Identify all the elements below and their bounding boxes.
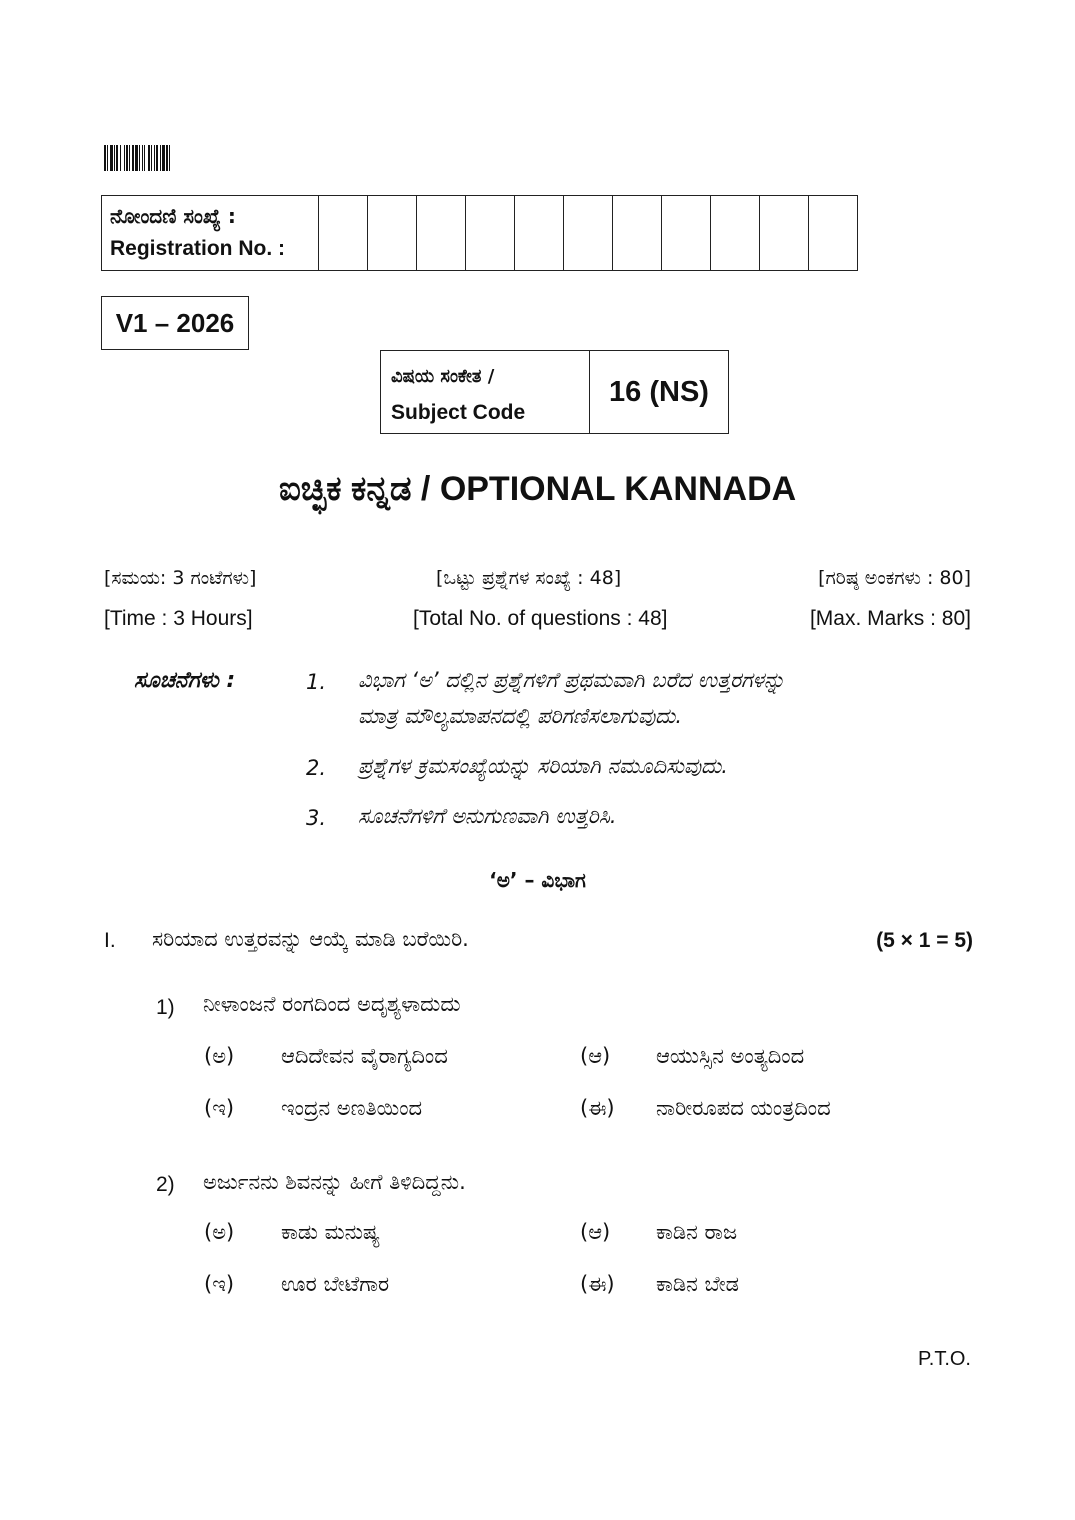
instruction-text: ಸೂಚನೆಗಳಿಗೆ ಅನುಗುಣವಾಗಿ ಉತ್ತರಿಸಿ. bbox=[358, 804, 617, 828]
registration-digit-box[interactable] bbox=[662, 196, 711, 271]
part-instruction: ಸರಿಯಾದ ಉತ್ತರವನ್ನು ಆಯ್ಕೆ ಮಾಡಿ ಬರೆಯಿರಿ. bbox=[152, 927, 469, 951]
registration-digit-box[interactable] bbox=[613, 196, 662, 271]
subject-code-label-cell bbox=[381, 351, 590, 434]
option-text: ಕಾಡು ಮನುಷ್ಯ bbox=[281, 1220, 381, 1244]
option-key: (ಅ) bbox=[204, 1220, 235, 1244]
subject-code-table bbox=[380, 350, 729, 434]
part-number: I. bbox=[104, 929, 116, 952]
option-key: (ಆ) bbox=[580, 1220, 611, 1244]
question-number: 1) bbox=[156, 996, 175, 1019]
total-questions-english: [Total No. of questions : 48] bbox=[413, 607, 668, 630]
option-text: ಇಂದ್ರನ ಅಣತಿಯಿಂದ bbox=[281, 1096, 423, 1120]
version-code-box: V1 – 2026 bbox=[101, 296, 249, 350]
option-key: (ಇ) bbox=[204, 1096, 235, 1120]
instruction-text: ವಿಭಾಗ ‘ಅ’ ದಲ್ಲಿನ ಪ್ರಶ್ನೆಗಳಿಗೆ ಪ್ರಥಮವಾಗಿ ಬರೆದ ಉತ್ತರಗಳನ್ನು bbox=[358, 668, 786, 692]
time-english: [Time : 3 Hours] bbox=[104, 607, 253, 630]
please-turn-over: P.T.O. bbox=[918, 1348, 971, 1370]
section-heading: ‘ಅ’ – ವಿಭಾಗ bbox=[489, 868, 586, 892]
question-number: 2) bbox=[156, 1173, 175, 1196]
registration-label-english: Registration No. : bbox=[110, 237, 286, 260]
registration-digit-box[interactable] bbox=[368, 196, 417, 271]
registration-label-cell bbox=[102, 196, 319, 271]
registration-digit-box[interactable] bbox=[515, 196, 564, 271]
registration-digit-box[interactable] bbox=[319, 196, 368, 271]
instruction-text-continued: ಮಾತ್ರ ಮೌಲ್ಯಮಾಪನದಲ್ಲಿ ಪರಿಗಣಿಸಲಾಗುವುದು. bbox=[358, 704, 683, 728]
question-text: ಅರ್ಜುನನು ಶಿವನನ್ನು ಹೀಗೆ ತಿಳಿದಿದ್ದನು. bbox=[203, 1170, 466, 1194]
registration-digit-box[interactable] bbox=[417, 196, 466, 271]
subject-code-value: 16 (NS) bbox=[590, 351, 729, 434]
registration-digit-box[interactable] bbox=[564, 196, 613, 271]
option-text: ಕಾಡಿನ ಬೇಡ bbox=[656, 1272, 740, 1296]
paper-title: ಐಚ್ಛಿಕ ಕನ್ನಡ / OPTIONAL KANNADA bbox=[278, 470, 797, 508]
instructions-label: ಸೂಚನೆಗಳು : bbox=[134, 668, 236, 693]
option-key: (ಅ) bbox=[204, 1044, 235, 1068]
time-kannada: [ಸಮಯ: 3 ಗಂಟೆಗಳು] bbox=[104, 567, 257, 589]
registration-digit-box[interactable] bbox=[466, 196, 515, 271]
registration-label-kannada: ನೋಂದಣಿ ಸಂಖ್ಯೆ : bbox=[110, 204, 236, 228]
part-marks: (5 × 1 = 5) bbox=[876, 929, 973, 952]
registration-digit-box[interactable] bbox=[711, 196, 760, 271]
subject-code-label-kannada: ವಿಷಯ ಸಂಕೇತ / bbox=[391, 366, 495, 387]
option-text: ಕಾಡಿನ ರಾಜ bbox=[656, 1220, 738, 1244]
total-questions-kannada: [ಒಟ್ಟು ಪ್ರಶ್ನೆಗಳ ಸಂಖ್ಯೆ : 48] bbox=[436, 567, 622, 589]
subject-code-label-english: Subject Code bbox=[391, 401, 526, 424]
option-text: ಆದಿದೇವನ ವೈರಾಗ್ಯದಿಂದ bbox=[281, 1044, 448, 1068]
registration-digit-box[interactable] bbox=[809, 196, 858, 271]
option-text: ಆಯುಸ್ಸಿನ ಅಂತ್ಯದಿಂದ bbox=[656, 1044, 805, 1068]
option-key: (ಆ) bbox=[580, 1044, 611, 1068]
instruction-number: 3. bbox=[306, 806, 327, 830]
option-key: (ಈ) bbox=[580, 1272, 615, 1296]
instruction-number: 1. bbox=[306, 670, 327, 694]
option-text: ಊರ ಬೇಟೆಗಾರ bbox=[281, 1272, 390, 1296]
option-text: ನಾರೀರೂಪದ ಯಂತ್ರದಿಂದ bbox=[656, 1096, 831, 1120]
max-marks-kannada: [ಗರಿಷ್ಠ ಅಂಕಗಳು : 80] bbox=[818, 567, 971, 589]
option-key: (ಇ) bbox=[204, 1272, 235, 1296]
barcode bbox=[104, 145, 246, 171]
max-marks-english: [Max. Marks : 80] bbox=[809, 607, 971, 630]
instruction-text: ಪ್ರಶ್ನೆಗಳ ಕ್ರಮಸಂಖ್ಯೆಯನ್ನು ಸರಿಯಾಗಿ ನಮೂದಿಸುವುದು. bbox=[358, 754, 728, 778]
question-text: ನೀಳಾಂಜನೆ ರಂಗದಿಂದ ಅದೃಶ್ಯಳಾದುದು bbox=[203, 992, 461, 1016]
instruction-number: 2. bbox=[306, 756, 327, 780]
registration-number-table bbox=[101, 195, 858, 271]
option-key: (ಈ) bbox=[580, 1096, 615, 1120]
registration-digit-box[interactable] bbox=[760, 196, 809, 271]
